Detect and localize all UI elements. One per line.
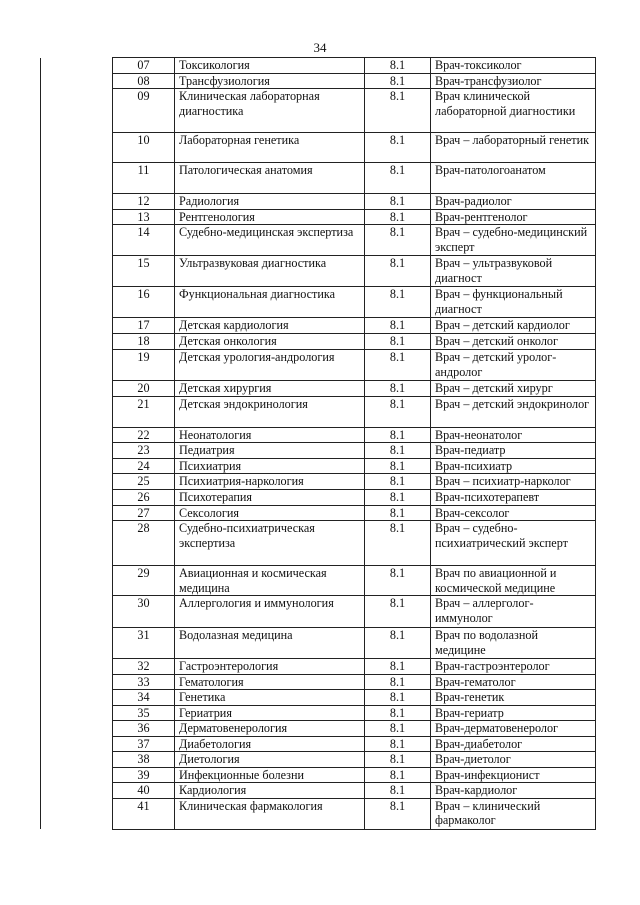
row-number: 13 [113, 209, 175, 225]
specialty-name: Клиническая фармакология [175, 798, 365, 829]
margin-cell [41, 58, 113, 74]
row-number: 36 [113, 721, 175, 737]
position-title: Врач-психиатр [431, 458, 596, 474]
qualification-level: 8.1 [365, 318, 431, 334]
specialty-name: Детская онкология [175, 334, 365, 350]
table-row [41, 163, 596, 194]
specialty-name: Гастроэнтерология [175, 659, 365, 675]
table-row [41, 209, 596, 225]
position-title: Врач – функциональный диагност [431, 287, 596, 318]
position-title: Врач-генетик [431, 690, 596, 706]
row-number: 07 [113, 58, 175, 74]
margin-cell [41, 783, 113, 799]
specialty-name: Гематология [175, 674, 365, 690]
table-row [41, 443, 596, 459]
qualification-level: 8.1 [365, 458, 431, 474]
specialty-name: Гериатрия [175, 705, 365, 721]
row-number: 14 [113, 225, 175, 256]
qualification-level: 8.1 [365, 225, 431, 256]
position-title: Врач-диабетолог [431, 736, 596, 752]
row-number: 23 [113, 443, 175, 459]
specialty-name: Авиационная и космическая медицина [175, 566, 365, 596]
row-number: 17 [113, 318, 175, 334]
margin-cell [41, 505, 113, 521]
margin-cell [41, 690, 113, 706]
table-row [41, 659, 596, 675]
specialty-name: Радиология [175, 194, 365, 210]
row-number: 39 [113, 767, 175, 783]
row-number: 08 [113, 73, 175, 89]
specialty-name: Клиническая лабораторная диагностика [175, 89, 365, 133]
qualification-level: 8.1 [365, 443, 431, 459]
margin-cell [41, 287, 113, 318]
qualification-level: 8.1 [365, 798, 431, 829]
margin-cell [41, 736, 113, 752]
table-body [41, 58, 596, 830]
qualification-level: 8.1 [365, 287, 431, 318]
row-number: 16 [113, 287, 175, 318]
position-title: Врач-гастроэнтеролог [431, 659, 596, 675]
qualification-level: 8.1 [365, 334, 431, 350]
table-row [41, 628, 596, 659]
qualification-level: 8.1 [365, 209, 431, 225]
margin-cell [41, 133, 113, 163]
position-title: Врач – детский кардиолог [431, 318, 596, 334]
qualification-level: 8.1 [365, 767, 431, 783]
row-number: 34 [113, 690, 175, 706]
position-title: Врач – детский уролог-андролог [431, 350, 596, 381]
margin-cell [41, 489, 113, 505]
position-title: Врач-диетолог [431, 752, 596, 768]
margin-cell [41, 89, 113, 133]
qualification-level: 8.1 [365, 381, 431, 397]
qualification-level: 8.1 [365, 674, 431, 690]
specialty-name: Лабораторная генетика [175, 133, 365, 163]
margin-cell [41, 318, 113, 334]
specialty-name: Рентгенология [175, 209, 365, 225]
specialty-name: Водолазная медицина [175, 628, 365, 659]
position-title: Врач-дерматовенеролог [431, 721, 596, 737]
row-number: 25 [113, 474, 175, 490]
table-row [41, 752, 596, 768]
table-row [41, 690, 596, 706]
row-number: 29 [113, 566, 175, 596]
margin-cell [41, 443, 113, 459]
specialty-name: Диабетология [175, 736, 365, 752]
table-row [41, 596, 596, 628]
qualification-level: 8.1 [365, 474, 431, 490]
specialty-name: Функциональная диагностика [175, 287, 365, 318]
margin-cell [41, 163, 113, 194]
position-title: Врач-сексолог [431, 505, 596, 521]
position-title: Врач-психотерапевт [431, 489, 596, 505]
specialty-name: Психиатрия-наркология [175, 474, 365, 490]
margin-cell [41, 521, 113, 566]
table-row [41, 58, 596, 74]
qualification-level: 8.1 [365, 736, 431, 752]
margin-cell [41, 767, 113, 783]
position-title: Врач – лабораторный генетик [431, 133, 596, 163]
position-title: Врач клинической лабораторной диагностики [431, 89, 596, 133]
qualification-level: 8.1 [365, 659, 431, 675]
specialty-name: Дерматовенерология [175, 721, 365, 737]
row-number: 30 [113, 596, 175, 628]
margin-cell [41, 209, 113, 225]
margin-cell [41, 73, 113, 89]
row-number: 18 [113, 334, 175, 350]
row-number: 20 [113, 381, 175, 397]
specialty-name: Психотерапия [175, 489, 365, 505]
table-row [41, 256, 596, 287]
specialty-name: Аллергология и иммунология [175, 596, 365, 628]
row-number: 24 [113, 458, 175, 474]
row-number: 10 [113, 133, 175, 163]
specialty-table [40, 57, 596, 830]
position-title: Врач-гериатр [431, 705, 596, 721]
row-number: 15 [113, 256, 175, 287]
qualification-level: 8.1 [365, 163, 431, 194]
specialty-name: Кардиология [175, 783, 365, 799]
table-row [41, 381, 596, 397]
specialty-name: Психиатрия [175, 458, 365, 474]
table-row [41, 287, 596, 318]
qualification-level: 8.1 [365, 596, 431, 628]
row-number: 33 [113, 674, 175, 690]
qualification-level: 8.1 [365, 705, 431, 721]
table-row [41, 318, 596, 334]
margin-cell [41, 427, 113, 443]
row-number: 11 [113, 163, 175, 194]
table-row [41, 566, 596, 596]
position-title: Врач – детский хирург [431, 381, 596, 397]
margin-cell [41, 474, 113, 490]
position-title: Врач – психиатр-нарколог [431, 474, 596, 490]
qualification-level: 8.1 [365, 505, 431, 521]
margin-cell [41, 396, 113, 427]
margin-cell [41, 334, 113, 350]
table-row [41, 736, 596, 752]
row-number: 21 [113, 396, 175, 427]
row-number: 31 [113, 628, 175, 659]
qualification-level: 8.1 [365, 58, 431, 74]
table-row [41, 396, 596, 427]
row-number: 12 [113, 194, 175, 210]
row-number: 28 [113, 521, 175, 566]
margin-cell [41, 256, 113, 287]
row-number: 41 [113, 798, 175, 829]
page-number: 34 [313, 40, 327, 55]
table-row [41, 521, 596, 566]
specialty-name: Педиатрия [175, 443, 365, 459]
specialty-name: Судебно-психиатрическая экспертиза [175, 521, 365, 566]
qualification-level: 8.1 [365, 690, 431, 706]
specialty-name: Детская урология-андрология [175, 350, 365, 381]
qualification-level: 8.1 [365, 194, 431, 210]
position-title: Врач-неонатолог [431, 427, 596, 443]
margin-cell [41, 659, 113, 675]
margin-cell [41, 350, 113, 381]
position-title: Врач – аллерголог-иммунолог [431, 596, 596, 628]
position-title: Врач-трансфузиолог [431, 73, 596, 89]
table-row [41, 350, 596, 381]
row-number: 26 [113, 489, 175, 505]
margin-cell [41, 194, 113, 210]
qualification-level: 8.1 [365, 396, 431, 427]
position-title: Врач по авиационной и космической медицине [431, 566, 596, 596]
qualification-level: 8.1 [365, 133, 431, 163]
position-title: Врач – детский эндокринолог [431, 396, 596, 427]
table-row [41, 458, 596, 474]
specialty-name: Генетика [175, 690, 365, 706]
specialty-name: Сексология [175, 505, 365, 521]
specialty-name: Судебно-медицинская экспертиза [175, 225, 365, 256]
table-row [41, 705, 596, 721]
specialty-name: Детская эндокринология [175, 396, 365, 427]
table-row [41, 489, 596, 505]
table-row [41, 225, 596, 256]
margin-cell [41, 566, 113, 596]
table-row [41, 721, 596, 737]
table-row [41, 798, 596, 829]
table-row [41, 73, 596, 89]
margin-cell [41, 628, 113, 659]
table-row [41, 427, 596, 443]
position-title: Врач-патологоанатом [431, 163, 596, 194]
position-title: Врач-рентгенолог [431, 209, 596, 225]
table-row [41, 89, 596, 133]
specialty-name: Диетология [175, 752, 365, 768]
row-number: 32 [113, 659, 175, 675]
margin-cell [41, 798, 113, 829]
qualification-level: 8.1 [365, 721, 431, 737]
table-row [41, 767, 596, 783]
row-number: 19 [113, 350, 175, 381]
position-title: Врач-педиатр [431, 443, 596, 459]
position-title: Врач-кардиолог [431, 783, 596, 799]
row-number: 35 [113, 705, 175, 721]
margin-cell [41, 381, 113, 397]
position-title: Врач-радиолог [431, 194, 596, 210]
qualification-level: 8.1 [365, 783, 431, 799]
position-title: Врач-гематолог [431, 674, 596, 690]
position-title: Врач – ультразвуковой диагност [431, 256, 596, 287]
row-number: 40 [113, 783, 175, 799]
table-row [41, 133, 596, 163]
margin-cell [41, 596, 113, 628]
qualification-level: 8.1 [365, 752, 431, 768]
margin-cell [41, 225, 113, 256]
margin-cell [41, 458, 113, 474]
table-row [41, 505, 596, 521]
table-row [41, 194, 596, 210]
position-title: Врач-инфекционист [431, 767, 596, 783]
specialty-name: Детская кардиология [175, 318, 365, 334]
position-title: Врач по водолазной медицине [431, 628, 596, 659]
qualification-level: 8.1 [365, 566, 431, 596]
qualification-level: 8.1 [365, 427, 431, 443]
row-number: 38 [113, 752, 175, 768]
row-number: 37 [113, 736, 175, 752]
table-row [41, 674, 596, 690]
margin-cell [41, 674, 113, 690]
qualification-level: 8.1 [365, 256, 431, 287]
position-title: Врач – клинический фармаколог [431, 798, 596, 829]
specialty-name: Патологическая анатомия [175, 163, 365, 194]
qualification-level: 8.1 [365, 89, 431, 133]
margin-cell [41, 705, 113, 721]
qualification-level: 8.1 [365, 489, 431, 505]
margin-cell [41, 721, 113, 737]
table-row [41, 474, 596, 490]
qualification-level: 8.1 [365, 73, 431, 89]
table-row [41, 783, 596, 799]
specialty-name: Инфекционные болезни [175, 767, 365, 783]
specialty-name: Ультразвуковая диагностика [175, 256, 365, 287]
specialty-name: Трансфузиология [175, 73, 365, 89]
margin-cell [41, 752, 113, 768]
table-row [41, 334, 596, 350]
position-title: Врач – судебно-психиатрический эксперт [431, 521, 596, 566]
row-number: 09 [113, 89, 175, 133]
specialty-name: Неонатология [175, 427, 365, 443]
position-title: Врач – судебно-медицинский эксперт [431, 225, 596, 256]
position-title: Врач – детский онколог [431, 334, 596, 350]
row-number: 22 [113, 427, 175, 443]
qualification-level: 8.1 [365, 350, 431, 381]
specialty-name: Токсикология [175, 58, 365, 74]
qualification-level: 8.1 [365, 521, 431, 566]
qualification-level: 8.1 [365, 628, 431, 659]
position-title: Врач-токсиколог [431, 58, 596, 74]
specialty-name: Детская хирургия [175, 381, 365, 397]
row-number: 27 [113, 505, 175, 521]
